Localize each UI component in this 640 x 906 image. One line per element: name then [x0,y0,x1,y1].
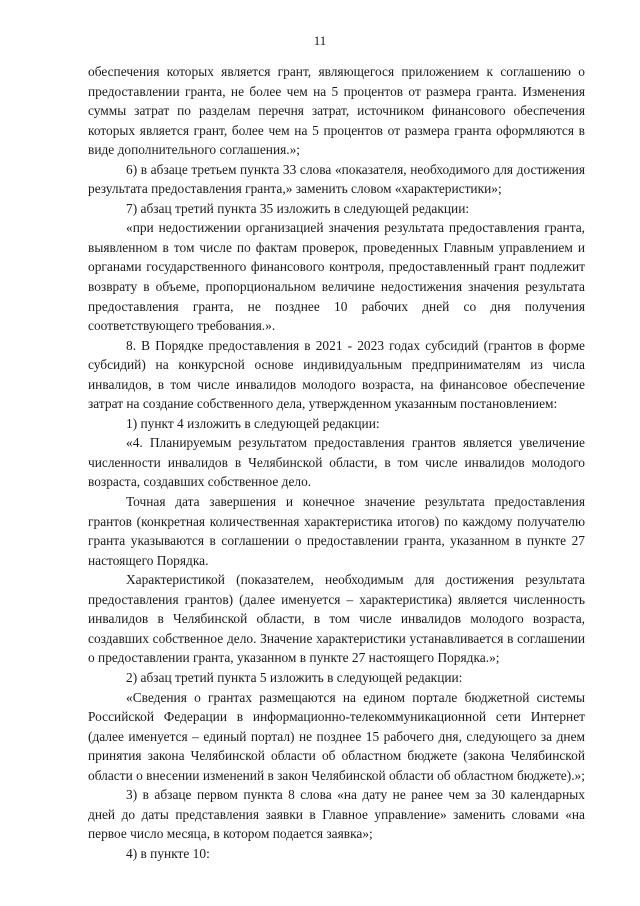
paragraph: 2) абзац третий пункта 5 изложить в следующей редакции: [126,669,463,685]
paragraph: «при недостижении организацией значения результата предоставления гранта, выявленном в том числе по фактам проверок, проведенных Главным управлением и органами государственного финансового контроля, предоставленный грант подлежит возврату в объеме, пропорциональном величине недостижения значения результата предоставления гранта, не позднее 10 рабочих дней со дня получения соответствующего требования.». [88,220,585,334]
paragraph: «Сведения о грантах размещаются на едином портале бюджетной системы Российской Федерации в информационно-телекоммуникационной сети Интернет (далее именуется – единый портал) не позднее 15 рабочего дня, следующего за днем принятия закона Челябинской области об областном бюджете (закона Челябинской области о внесении изменений в закон Челябинской области об областном бюджете).»; [88,689,585,783]
paragraph: 1) пункт 4 изложить в следующей редакции: [126,415,380,431]
paragraph: 7) абзац третий пункта 35 изложить в следующей редакции: [126,200,470,216]
page-number: 11 [313,33,327,48]
paragraph: обеспечения которых является грант, являющегося приложением к соглашению о предоставлении гранта, не более чем на 5 процентов от размера гранта. Изменения суммы затрат по разделам перечня затрат, источником финансового обеспечения которых является грант, более чем на 5 процентов от размера гранта оформляются в виде дополнительного соглашения.»; [88,64,585,158]
paragraph: Точная дата завершения и конечное значение результата предоставления грантов (конкретная количественная характеристика итогов) по каждому получателю гранта указываются в соглашении о предоставлении гранта, указанном в пункте 27 настоящего Порядка. [88,494,585,568]
paragraph: Характеристикой (показателем, необходимым для достижения результата предоставления грантов) (далее именуется – характеристика) является численность инвалидов в Челябинской области, в том числе инвалидов молодого возраста, создавших собственное дело. Значение характеристики устанавливается в соглашении о предоставлении гранта, указанном в пункте 27 настоящего Порядка.»; [88,572,585,666]
paragraph: «4. Планируемым результатом предоставления грантов является увеличение численности инвалидов в Челябинской области, в том числе инвалидов молодого возраста, создавших собственное дело. [88,435,585,490]
paragraph: 4) в пункте 10: [126,845,210,861]
document-body [88,62,585,863]
paragraph: 8. В Порядке предоставления в 2021 - 2023 годах субсидий (грантов в форме субсидий) на конкурсной основе индивидуальным предпринимателям из числа инвалидов, в том числе инвалидов молодого возраста, на финансовое обеспечение затрат на создание собственного дела, утвержденном указанным постановлением: [88,337,585,412]
paragraph: 3) в абзаце первом пункта 8 слова «на дату не ранее чем за 30 календарных дней до даты представления заявки в Главное управление» заменить словами «на первое число месяца, в котором подается заявка»; [88,787,585,842]
paragraph: 6) в абзаце третьем пункта 33 слова «показателя, необходимого для достижения результата предоставления гранта,» заменить словом «характеристики»; [88,161,585,197]
